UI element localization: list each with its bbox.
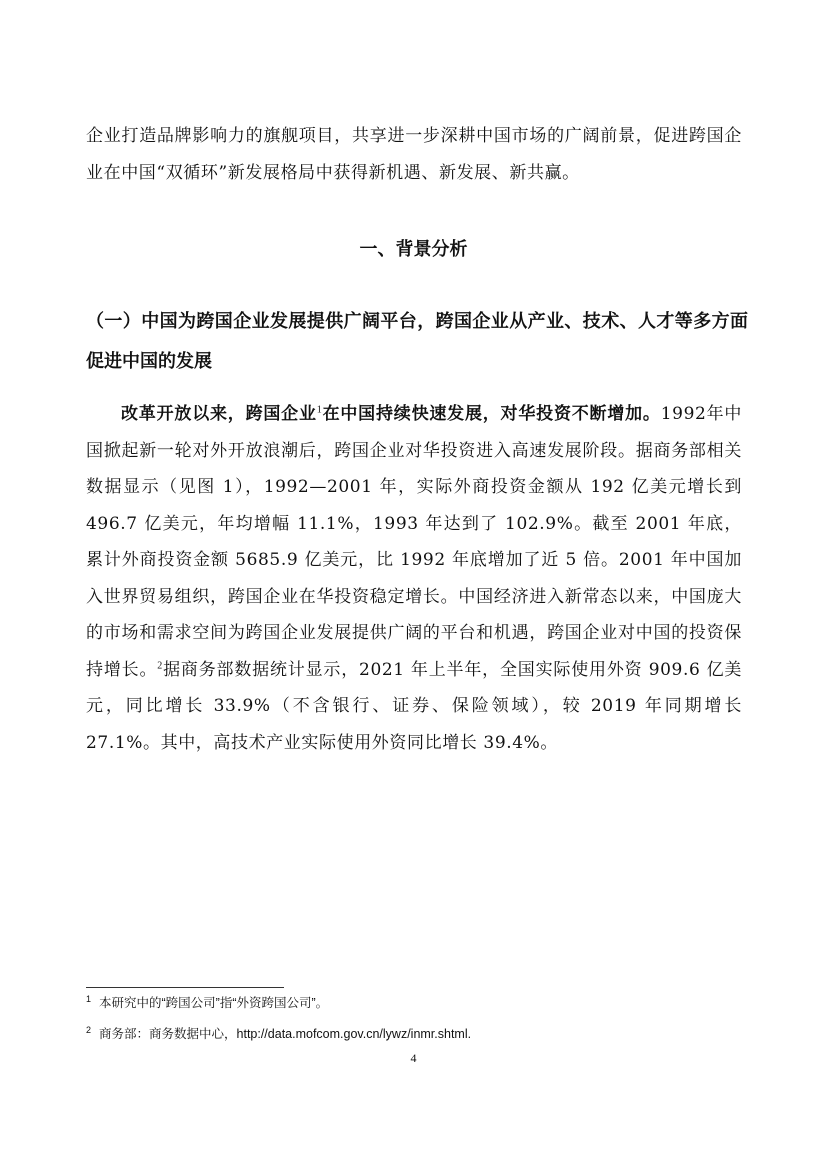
- footnote-ref-1[interactable]: 1: [316, 404, 323, 416]
- footnote-1-number: 1: [86, 993, 92, 1004]
- footnote-2-text: 商务部：商务数据中心，http://data.mofcom.gov.cn/lywz/inmr.shtml.: [99, 1027, 472, 1041]
- section-heading: 一、背景分析: [359, 239, 468, 260]
- page-number: 4: [410, 1051, 417, 1065]
- subsection-heading: （一）中国为跨国企业发展提供广阔平台，跨国企业从产业、技术、人才等多方面促进中国的发展: [86, 311, 748, 372]
- footnote-1: [86, 994, 746, 1012]
- body-text-part-2: 据商务部数据统计显示，2021 年上半年，全国实际使用外资 909.6 亿美元，同比增长 33.9%（不含银行、证券、保险领域），较 2019 年同期增长 27.1%。其中，高技术产业实际使用外资同比增长 39.4%。: [86, 659, 742, 753]
- intro-paragraph: 企业打造品牌影响力的旗舰项目，共享进一步深耕中国市场的广阔前景，促进跨国企业在中国“双循环”新发展格局中获得新机遇、新发展、新共赢。: [86, 126, 742, 183]
- footnote-2: [86, 1025, 746, 1043]
- footnote-1-text: 本研究中的“跨国公司”指“外资跨国公司”。: [99, 996, 329, 1010]
- main-paragraph: [86, 396, 742, 761]
- lead-sentence-part-2: 在中国持续快速发展，对华投资不断增加。: [322, 404, 661, 424]
- footnote-ref-2[interactable]: 2: [157, 659, 163, 671]
- body-text-part-1: 1992年中国掀起新一轮对外开放浪潮后，跨国企业对华投资进入高速发展阶段。据商务部相关数据显示（见图 1），1992—2001 年，实际外商投资金额从 192 亿美元增长到 496.7 亿美元，年均增幅 11.1%，1993 年达到了 102.9%。截至 2001 年底，累计外商投资金额 5685.9 亿美元，比 1992 年底增加了近 5 倍。2001 年中国加入世界贸易组织，跨国企业在华投资稳定增长。中国经济进入新常态以来，中国庞大的市场和需求空间为跨国企业发展提供广阔的平台和机遇，跨国企业对中国的投资保持增长。: [86, 404, 742, 680]
- lead-sentence-part-1: 改革开放以来，跨国企业: [121, 404, 317, 424]
- footnote-separator: [86, 987, 284, 988]
- footnote-2-number: 2: [86, 1024, 92, 1035]
